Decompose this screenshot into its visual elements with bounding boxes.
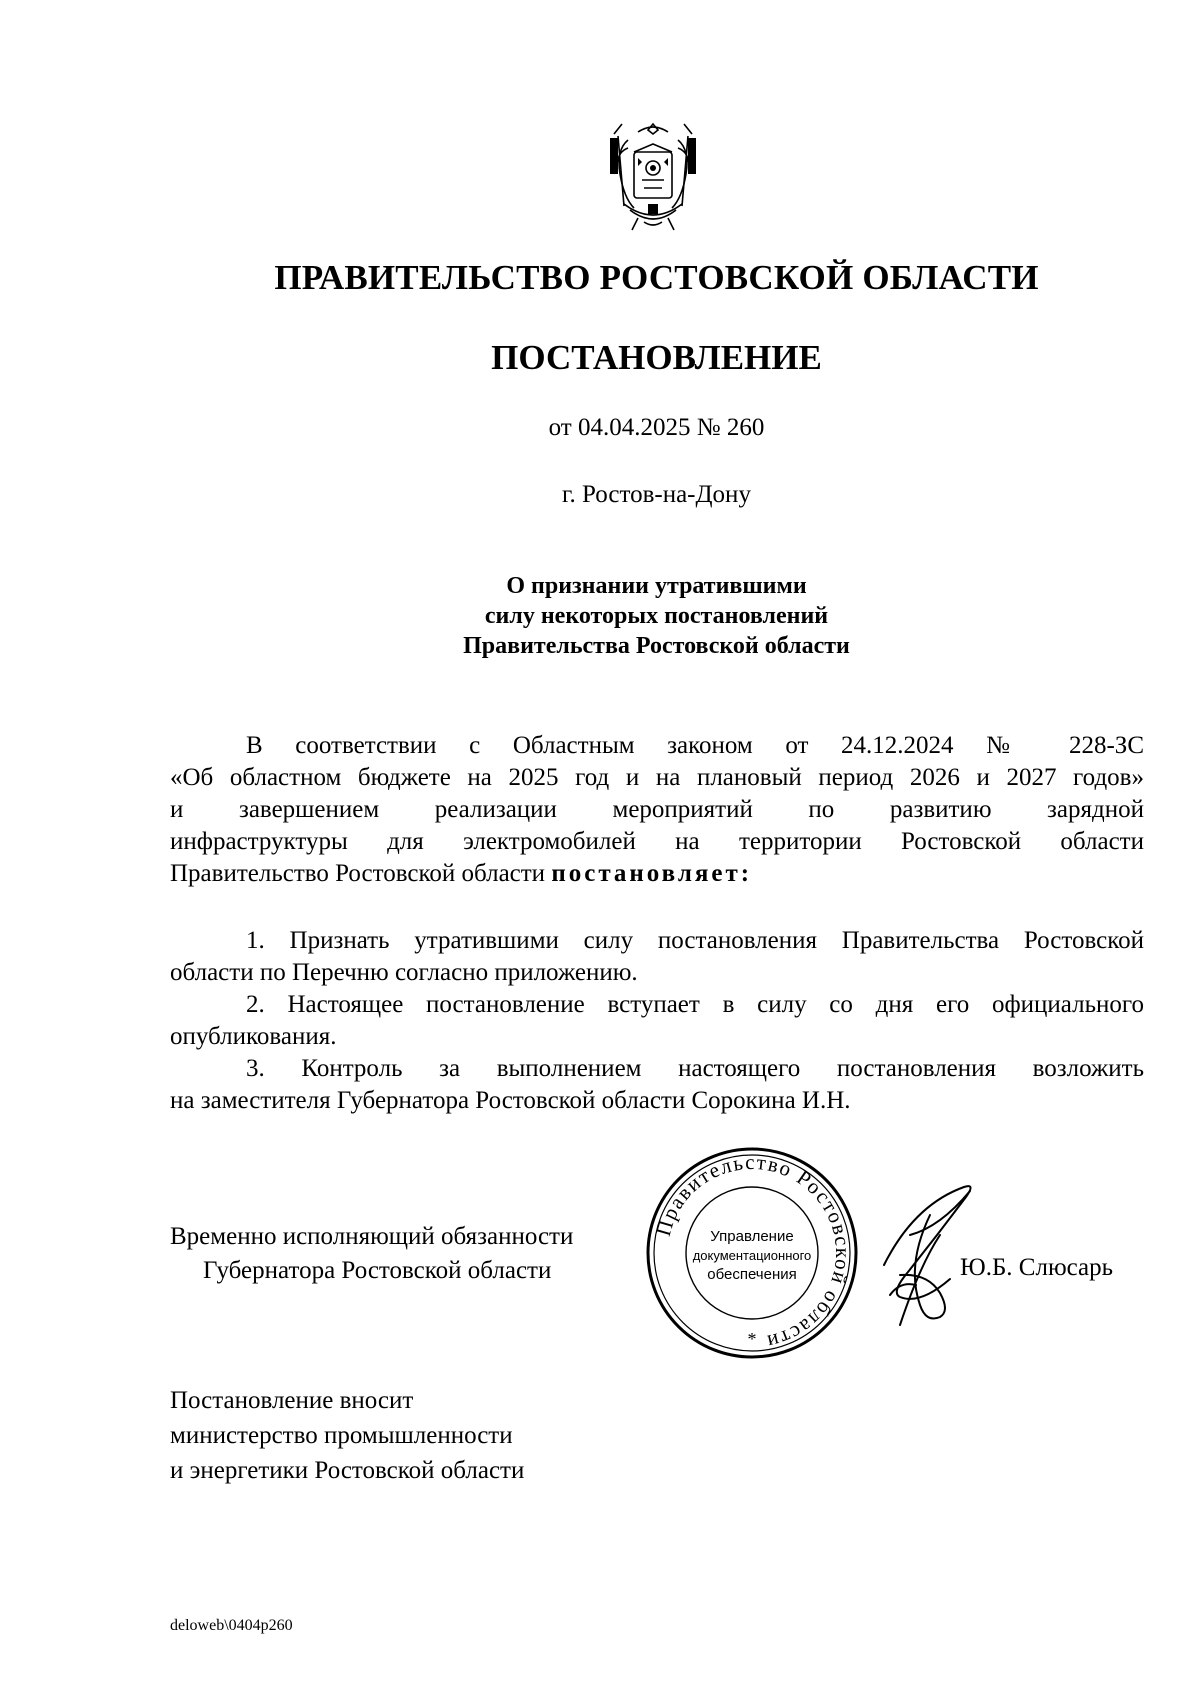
stamp-center-line: Управление — [710, 1228, 794, 1245]
item-2-first-line: 2. Настоящее постановление вступает в силу со дня его официального — [246, 991, 1144, 1018]
item-3-continuation: на заместителя Губернатора Ростовской области Сорокина И.Н. — [170, 1087, 851, 1114]
item-1-first-line: 1. Признать утратившими силу постановления Правительства Ростовской — [246, 927, 1144, 954]
submitted-line: и энергетики Ростовской области — [170, 1457, 525, 1484]
signatory-position — [170, 1220, 573, 1288]
preamble-line: инфраструктуры для электромобилей на территории Ростовской области — [170, 828, 1144, 855]
coat-of-arms-icon — [598, 118, 708, 240]
submitted-line: министерство промышленности — [170, 1422, 513, 1449]
item-1-continuation: области по Перечню согласно приложению. — [170, 959, 638, 986]
signer-name: Ю.Б. Слюсарь — [960, 1254, 1114, 1281]
document-type: ПОСТАНОВЛЕНИЕ — [491, 338, 822, 377]
document-subject — [0, 571, 1200, 661]
preamble-line: и завершением реализации мероприятий по развитию зарядной — [170, 796, 1144, 823]
stamp-center-line: обеспечения — [707, 1266, 797, 1283]
item-2-continuation: опубликования. — [170, 1023, 337, 1050]
preamble-paragraph — [170, 730, 1144, 890]
position-line-2: Губернатора Ростовской области — [203, 1257, 552, 1284]
position-line-1: Временно исполняющий обязанности — [170, 1223, 574, 1250]
preamble-line: В соответствии с Областным законом от 24.12.2024 № 228-ЗС — [246, 732, 1144, 759]
preamble-last-line — [170, 858, 1144, 890]
government-title: ПРАВИТЕЛЬСТВО РОСТОВСКОЙ ОБЛАСТИ — [274, 258, 1039, 297]
official-stamp — [642, 1143, 862, 1363]
stamp-ring-text: Правительство Ростовской области — [650, 1149, 856, 1355]
subject-line: Правительства Ростовской области — [463, 633, 850, 659]
document-city: г. Ростов-на-Дону — [562, 481, 751, 508]
resolution-items — [170, 925, 1144, 1117]
document-date-number: от 04.04.2025 № 260 — [548, 414, 765, 441]
stamp-star: * — [747, 1329, 757, 1349]
stamp-center-line: документационного — [692, 1248, 812, 1263]
submitted-line: Постановление вносит — [170, 1387, 414, 1414]
subject-line: О признании утратившими — [506, 573, 807, 599]
subject-line: силу некоторых постановлений — [484, 603, 829, 629]
preamble-authority: Правительство Ростовской области — [170, 860, 546, 887]
resolves-word: постановляет: — [551, 860, 753, 887]
preamble-line: «Об областном бюджете на 2025 год и на плановый период 2026 и 2027 годов» — [170, 764, 1144, 791]
item-3-first-line: 3. Контроль за выполнением настоящего постановления возложить — [246, 1055, 1144, 1082]
submitted-by-block — [170, 1383, 524, 1488]
document-file-code: deloweb\0404p260 — [170, 1617, 293, 1634]
